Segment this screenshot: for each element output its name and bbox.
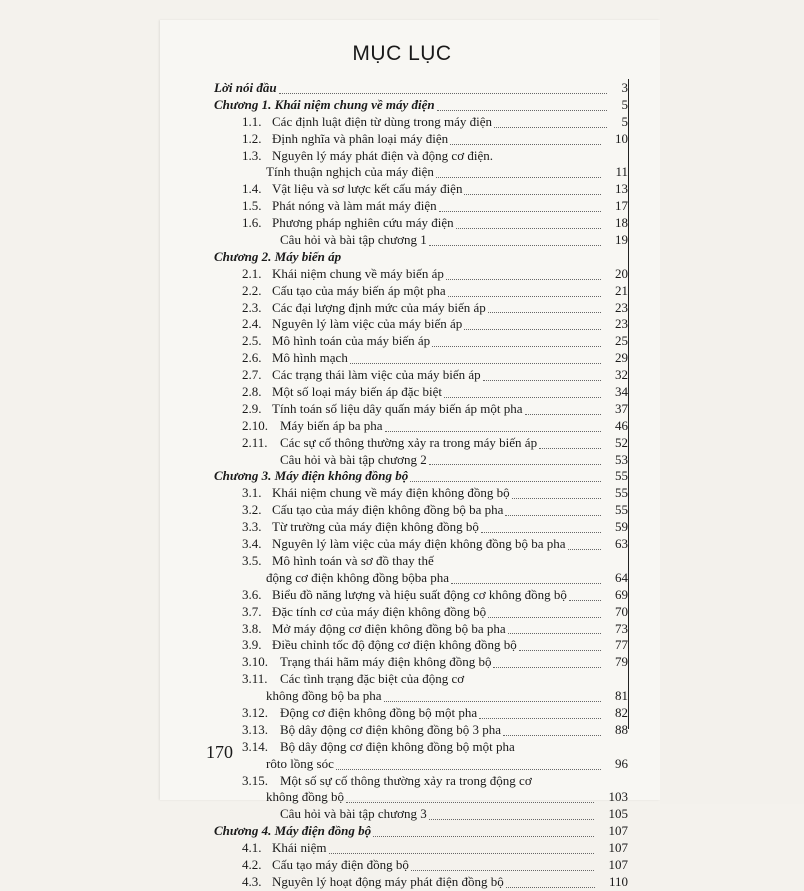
toc-entry-text: [242, 654, 491, 671]
toc-chapter-row: [210, 468, 628, 485]
toc-entry-number: 3.10.: [242, 654, 268, 670]
toc-leader-dots: [493, 667, 601, 668]
toc-entry-number: 4.3.: [242, 873, 262, 889]
toc-entry-row: [210, 485, 628, 502]
toc-entry-text: [242, 485, 510, 502]
toc-entry-text: [242, 519, 479, 536]
toc-leader-dots: [451, 583, 601, 584]
toc-entry-text: [242, 333, 430, 350]
toc-entry-label: Các sự cố thông thường xảy ra trong máy biến áp: [280, 434, 538, 450]
toc-entry-number: 1.4.: [242, 181, 262, 197]
toc-leader-dots: [384, 701, 601, 702]
toc-entry-label: Định nghĩa và phân loại máy điện: [272, 130, 449, 146]
toc-entry-page: 88: [615, 721, 628, 737]
toc-entry-number: 2.10.: [242, 417, 268, 433]
toc-entry-label: động cơ điện không đồng bộba pha: [266, 569, 450, 585]
toc-entry-row: [210, 705, 628, 722]
toc-entry-label: Lời nói đầu: [214, 80, 277, 95]
toc-entry-text: [242, 739, 515, 756]
toc-entry-number: 1.6.: [242, 215, 262, 231]
toc-entry-label: Một số loại máy biến áp đặc biệt: [272, 384, 443, 400]
toc-entry-label: Trạng thái hãm máy điện không đồng bộ: [280, 654, 492, 670]
toc-entry-text: [214, 249, 341, 266]
toc-entry-row: [210, 401, 628, 418]
toc-entry-label: Chương 4. Máy điện đồng bộ: [214, 823, 372, 839]
toc-entry-page: 17: [615, 198, 628, 214]
toc-entry-row: [210, 739, 628, 756]
toc-entry-page: 59: [615, 519, 628, 535]
toc-entry-row: [210, 418, 628, 435]
toc-entry-row: [210, 114, 628, 131]
toc-entry-label: Bộ dây động cơ điện không đồng bộ một pha: [280, 738, 515, 754]
toc-entry-number: 1.5.: [242, 198, 262, 214]
toc-entry-text: [266, 570, 449, 587]
toc-entry-row: [210, 840, 628, 857]
toc-entry-label: Câu hỏi và bài tập chương 1: [280, 232, 427, 248]
toc-leader-dots: [373, 836, 594, 837]
toc-entry-row: [210, 350, 628, 367]
toc-entry-number: 2.6.: [242, 350, 262, 366]
toc-entry-number: 2.5.: [242, 333, 262, 349]
toc-entry-row: [210, 874, 628, 891]
toc-leader-dots: [525, 414, 601, 415]
toc-entry-number: 2.7.: [242, 367, 262, 383]
toc-leader-dots: [410, 481, 601, 482]
toc-entry-text: [266, 756, 334, 773]
toc-entry-label: Động cơ điện không đồng bộ một pha: [280, 704, 478, 720]
toc-leader-dots: [385, 431, 601, 432]
toc-entry-text: [214, 823, 371, 840]
toc-entry-label: Chương 3. Máy điện không đồng bộ: [214, 468, 409, 484]
toc-entry-number: 3.11.: [242, 671, 268, 687]
toc-entry-number: 4.2.: [242, 856, 262, 872]
toc-entry-row: [210, 198, 628, 215]
toc-entry-page: 52: [615, 434, 628, 450]
toc-entry-row: [210, 502, 628, 519]
toc-entry-text: [242, 637, 517, 654]
toc-entry-number: 3.1.: [242, 485, 262, 501]
toc-entry-row: [210, 164, 628, 181]
toc-leader-dots: [512, 498, 601, 499]
toc-leader-dots: [569, 600, 601, 601]
toc-entry-row: [210, 688, 628, 705]
toc-entry-row: [210, 232, 628, 249]
toc-entry-page: 34: [615, 384, 628, 400]
toc-entry-label: Nguyên lý hoạt động máy phát điện đồng bộ: [272, 873, 504, 889]
toc-leader-dots: [494, 127, 607, 128]
toc-entry-row: [210, 553, 628, 570]
toc-entry-number: 3.13.: [242, 721, 268, 737]
page-number: 170: [206, 742, 233, 762]
toc-entry-page: 21: [615, 282, 628, 298]
toc-entry-text: [242, 384, 442, 401]
toc-entry-text: [242, 553, 434, 570]
toc-entry-label: Khái niệm: [272, 840, 327, 856]
toc-entry-text: [242, 857, 409, 874]
toc-entry-page: 23: [615, 299, 628, 315]
toc-entry-page: 18: [615, 215, 628, 231]
toc-entry-label: Chương 1. Khái niệm chung về máy điện: [214, 96, 435, 112]
toc-entry-label: Nguyên lý làm việc của máy điện không đồng bộ ba pha: [272, 536, 566, 552]
toc-entry-page: 64: [615, 569, 628, 585]
toc-entry-number: 3.3.: [242, 519, 262, 535]
toc-leader-dots: [279, 93, 607, 94]
toc-entry-text: [242, 604, 486, 621]
toc-leader-dots: [464, 329, 601, 330]
toc-entry-page: 107: [608, 823, 628, 839]
toc-entry-label: Từ trường của máy điện không đồng bộ: [272, 519, 479, 535]
toc-entry-page: 70: [615, 603, 628, 619]
toc-leader-dots: [488, 617, 601, 618]
toc-entry-text: [214, 97, 435, 114]
toc-entry-number: 3.2.: [242, 502, 262, 518]
toc-entry-text: [242, 131, 448, 148]
toc-entry-label: Các trạng thái làm việc của máy biến áp: [272, 367, 481, 383]
toc-leader-dots: [488, 312, 601, 313]
toc-entry-row: [210, 806, 628, 823]
facing-page-edge: [660, 0, 804, 804]
toc-entry-label: Câu hỏi và bài tập chương 2: [280, 451, 427, 467]
toc-entry-label: Các đại lượng định mức của máy biến áp: [272, 299, 486, 315]
toc-entry-page: 19: [615, 232, 628, 248]
toc-entry-text: [242, 114, 492, 131]
toc-entry-row: [210, 637, 628, 654]
toc-entry-text: [266, 164, 434, 181]
toc-entry-row: [210, 536, 628, 553]
toc-entry-row: [210, 570, 628, 587]
toc-leader-dots: [350, 363, 601, 364]
toc-entry-row: [210, 148, 628, 165]
toc-entry-label: Mô hình toán của máy biến áp: [272, 333, 431, 349]
toc-entry-label: Mô hình toán và sơ đồ thay thế: [272, 552, 434, 568]
toc-entry-row: [210, 587, 628, 604]
toc-entry-row: [210, 131, 628, 148]
toc-entry-row: [210, 266, 628, 283]
toc-entry-row: [210, 773, 628, 790]
toc-leader-dots: [508, 633, 601, 634]
toc-entry-page: 105: [608, 806, 628, 822]
toc-entry-number: 1.2.: [242, 130, 262, 146]
toc-entry-text: [242, 350, 348, 367]
toc-entry-page: 11: [615, 164, 628, 180]
toc-entry-page: 25: [615, 333, 628, 349]
toc-entry-label: Đặc tính cơ của máy điện không đồng bộ: [272, 603, 487, 619]
toc-entry-text: [242, 502, 503, 519]
toc-entry-number: 2.11.: [242, 434, 268, 450]
toc-entry-number: 3.7.: [242, 603, 262, 619]
toc-entry-label: Tính thuận nghịch của máy điện: [266, 164, 434, 180]
toc-entry-label: Điều chỉnh tốc độ động cơ điện không đồng bộ: [272, 637, 517, 653]
toc-entry-number: 3.6.: [242, 586, 262, 602]
toc-entry-text: [242, 283, 446, 300]
toc-entry-row: [210, 654, 628, 671]
toc-entry-row: [210, 604, 628, 621]
toc-entry-label: Các tình trạng đặc biệt của động cơ: [280, 671, 465, 687]
toc-leader-dots: [437, 110, 607, 111]
toc-entry-page: 77: [615, 637, 628, 653]
toc-entry-text: [242, 587, 567, 604]
toc-leader-dots: [432, 346, 601, 347]
toc-entry-number: 2.8.: [242, 384, 262, 400]
toc-entry-text: [242, 435, 537, 452]
toc-entry-row: [210, 215, 628, 232]
toc-entry-text: [242, 418, 383, 435]
toc-entry-row: [210, 181, 628, 198]
toc-entry-text: [242, 705, 477, 722]
toc-entry-label: Các định luật điện từ dùng trong máy điện: [272, 113, 493, 129]
toc-entry-page: 63: [615, 536, 628, 552]
toc-leader-dots: [505, 515, 601, 516]
toc-entry-text: [242, 773, 532, 790]
toc-leader-dots: [539, 448, 601, 449]
toc-entry-page: 32: [615, 367, 628, 383]
toc-leader-dots: [436, 177, 601, 178]
toc-entry-label: Phát nóng và làm mát máy điện: [272, 198, 437, 214]
toc-entry-page: 23: [615, 316, 628, 332]
toc-chapter-row: [210, 80, 628, 97]
toc-entry-text: [214, 80, 277, 97]
toc-entry-number: 2.2.: [242, 282, 262, 298]
toc-entry-text: [242, 722, 501, 739]
toc-leader-dots: [450, 144, 601, 145]
toc-entry-label: Bộ dây động cơ điện không đồng bộ 3 pha: [280, 721, 501, 737]
toc-entry-text: [242, 215, 454, 232]
toc-entry-page: 69: [615, 586, 628, 602]
toc-leader-dots: [429, 464, 601, 465]
toc-entry-number: 3.15.: [242, 772, 268, 788]
toc-leader-dots: [448, 296, 601, 297]
toc-entry-page: 103: [608, 789, 628, 805]
toc-entry-page: 13: [615, 181, 628, 197]
toc-entry-text: [242, 671, 464, 688]
toc-entry-row: [210, 367, 628, 384]
toc-entry-row: [210, 316, 628, 333]
toc-entry-label: Câu hỏi và bài tập chương 3: [280, 806, 427, 822]
toc-entry-text: [214, 468, 408, 485]
toc-entry-number: 2.3.: [242, 299, 262, 315]
toc-leader-dots: [519, 650, 601, 651]
toc-entry-number: 3.8.: [242, 620, 262, 636]
toc-entry-row: [210, 722, 628, 739]
toc-entry-row: [210, 621, 628, 638]
toc-entry-text: [242, 621, 506, 638]
toc-entry-page: 46: [615, 417, 628, 433]
toc-entry-label: Cấu tạo của máy biến áp một pha: [272, 282, 446, 298]
toc-entry-number: 1.3.: [242, 147, 262, 163]
toc-entry-label: không đồng bộ ba pha: [266, 688, 382, 704]
toc-leader-dots: [329, 853, 594, 854]
toc-chapter-row: [210, 249, 628, 266]
toc-leader-dots: [429, 245, 601, 246]
toc-entry-number: 2.4.: [242, 316, 262, 332]
toc-entry-page: 107: [608, 840, 628, 856]
toc-leader-dots: [444, 397, 601, 398]
toc-entry-label: Biểu đồ năng lượng và hiệu suất động cơ không đồng bộ: [272, 586, 567, 602]
toc-entry-text: [280, 452, 427, 469]
toc-leader-dots: [503, 735, 601, 736]
toc-entry-page: 55: [615, 468, 628, 484]
toc-entry-text: [266, 688, 382, 705]
toc-entry-text: [280, 232, 427, 249]
toc-entry-number: 3.4.: [242, 536, 262, 552]
toc-entry-row: [210, 756, 628, 773]
toc-entry-text: [242, 401, 523, 418]
toc-entry-page: 110: [608, 873, 628, 889]
toc-leader-dots: [429, 819, 594, 820]
toc-leader-dots: [483, 380, 601, 381]
toc-entry-number: 3.14.: [242, 738, 268, 754]
toc-entry-label: Nguyên lý máy phát điện và động cơ điện.: [272, 147, 493, 163]
toc-entry-text: [242, 198, 437, 215]
toc-entry-row: [210, 519, 628, 536]
toc-leader-dots: [481, 532, 601, 533]
toc-entry-row: [210, 671, 628, 688]
toc-leader-dots: [346, 802, 594, 803]
toc-entry-row: [210, 452, 628, 469]
toc-entry-text: [242, 840, 327, 857]
toc-entry-label: Cấu tạo của máy điện không đồng bộ ba pha: [272, 502, 504, 518]
toc-title: MỤC LỤC: [352, 42, 452, 65]
toc-entry-page: 55: [615, 502, 628, 518]
toc-entry-text: [242, 367, 481, 384]
toc-entry-label: Máy biến áp ba pha: [280, 417, 383, 433]
toc-entry-text: [242, 148, 493, 165]
toc-chapter-row: [210, 97, 628, 114]
toc-entry-text: [280, 806, 427, 823]
toc-entry-page: 96: [615, 755, 628, 771]
toc-entry-label: Mô hình mạch: [272, 350, 348, 366]
toc-entry-row: [210, 435, 628, 452]
toc-entry-text: [242, 316, 462, 333]
toc-leader-dots: [568, 549, 601, 550]
toc-entry-text: [242, 181, 462, 198]
toc-entry-label: không đồng bộ: [266, 789, 344, 805]
toc-entry-label: Chương 2. Máy biến áp: [214, 248, 342, 264]
toc-leader-dots: [446, 279, 601, 280]
toc-entry-label: Nguyên lý làm việc của máy biến áp: [272, 316, 463, 332]
toc-entry-page: 20: [615, 265, 628, 281]
toc-leader-dots: [336, 769, 601, 770]
toc-leader-dots: [479, 718, 601, 719]
toc-entry-page: 107: [608, 856, 628, 872]
toc-entry-label: Mở máy động cơ điện không đồng bộ ba pha: [272, 620, 506, 636]
toc-leader-dots: [439, 211, 601, 212]
toc-entry-page: 82: [615, 704, 628, 720]
toc-entry-text: [242, 536, 566, 553]
toc-entry-number: 2.1.: [242, 265, 262, 281]
toc-entry-label: Tính toán số liệu dây quấn máy biến áp một pha: [272, 400, 523, 416]
toc-entry-page: 79: [615, 654, 628, 670]
toc-entry-label: Vật liệu và sơ lược kết cấu máy điện: [272, 181, 463, 197]
toc-entry-page: 55: [615, 485, 628, 501]
toc-entry-number: 3.9.: [242, 637, 262, 653]
toc-entry-page: 53: [615, 451, 628, 467]
toc-entry-label: Khái niệm chung về máy điện không đồng bộ: [272, 485, 510, 501]
toc-entry-label: Một số sự cố thông thường xảy ra trong động cơ: [280, 772, 532, 788]
table-of-contents: [210, 80, 628, 891]
toc-entry-number: 3.5.: [242, 552, 262, 568]
toc-entry-row: [210, 283, 628, 300]
toc-entry-text: [242, 300, 486, 317]
toc-entry-number: 4.1.: [242, 840, 262, 856]
toc-entry-row: [210, 857, 628, 874]
toc-entry-row: [210, 300, 628, 317]
toc-entry-label: Phương pháp nghiên cứu máy điện: [272, 215, 454, 231]
toc-entry-label: Cấu tạo máy điện đồng bộ: [272, 856, 409, 872]
toc-entry-page: 10: [615, 130, 628, 146]
toc-entry-text: [242, 874, 504, 891]
toc-entry-page: 81: [615, 688, 628, 704]
toc-leader-dots: [506, 887, 595, 888]
toc-entry-row: [210, 384, 628, 401]
toc-leader-dots: [411, 870, 594, 871]
toc-entry-page: 29: [615, 350, 628, 366]
toc-entry-number: 1.1.: [242, 113, 262, 129]
toc-entry-label: rôto lồng sóc: [266, 755, 334, 771]
toc-entry-page: 5: [621, 113, 628, 129]
toc-entry-number: 3.12.: [242, 704, 268, 720]
toc-entry-text: [242, 266, 444, 283]
toc-leader-dots: [464, 194, 601, 195]
toc-chapter-row: [210, 823, 628, 840]
toc-leader-dots: [456, 228, 601, 229]
toc-entry-page: 37: [615, 400, 628, 416]
toc-entry-label: Khái niệm chung về máy biến áp: [272, 265, 444, 281]
toc-entry-page: 73: [615, 620, 628, 636]
toc-entry-page: 3: [621, 80, 628, 95]
toc-entry-row: [210, 333, 628, 350]
toc-entry-number: 2.9.: [242, 400, 262, 416]
toc-entry-page: 5: [621, 96, 628, 112]
